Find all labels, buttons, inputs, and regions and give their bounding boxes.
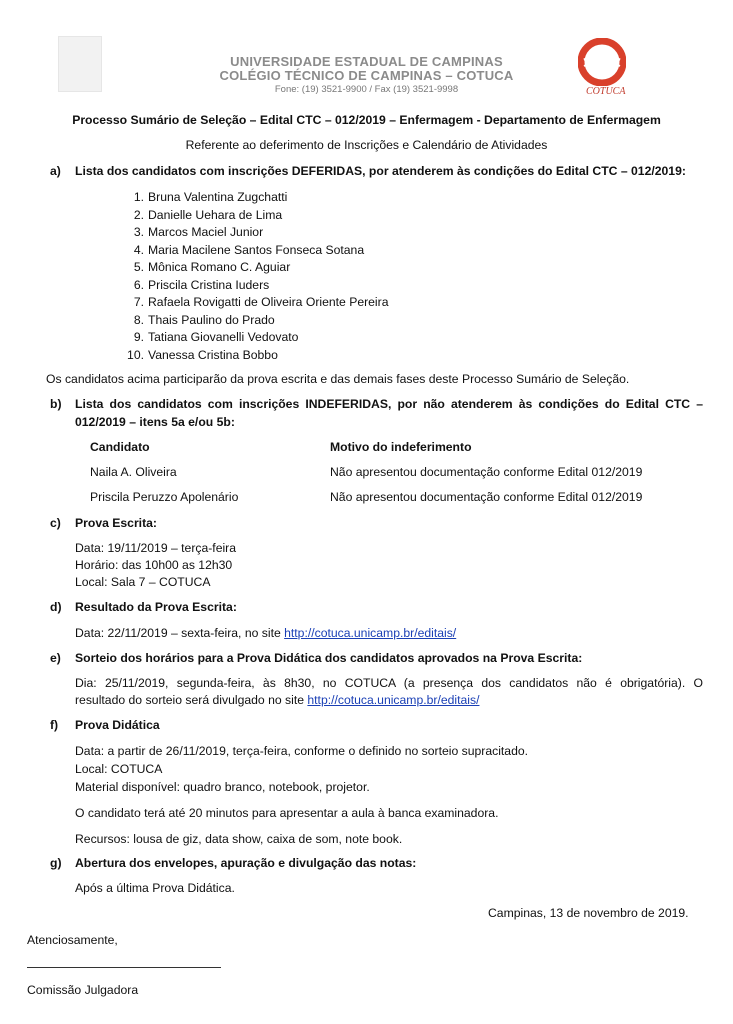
logo-text: COTUCA [586,86,626,97]
header-phone: Fone: (19) 3521-9900 / Fax (19) 3521-9998 [274,84,459,95]
list-item-name: Thais Paulino do Prado [148,312,275,327]
section-e-line2 [75,693,479,707]
table-cell-motivo: Não apresentou documentação conforme Edital 012/2019 [330,490,643,504]
list-item [126,243,364,257]
section-e-text: resultado do sorteio será divulgado no site [75,693,308,707]
list-item-number: 6. [133,277,144,292]
section-d-date: Data: 22/11/2019 – sexta-feira, no site [75,626,285,640]
section-c-title: Prova Escrita: [75,516,157,530]
section-a-label: a) [50,164,61,178]
section-g-title: Abertura dos envelopes, apuração e divulgação das notas: [75,856,417,870]
list-item-name: Mônica Romano C. Aguiar [148,260,291,274]
list-item-name: Marcos Maciel Junior [148,225,264,239]
section-b-title-line2: 012/2019 – itens 5a e/ou 5b: [75,415,235,429]
document-subtitle: Referente ao deferimento de Inscrições e Calendário de Atividades [185,138,548,152]
signature-name: Comissão Julgadora [27,983,139,997]
list-item-name: Vanessa Cristina Bobbo [148,347,278,362]
list-item-number: 7. [133,295,144,309]
section-f-location: Local: COTUCA [75,762,163,776]
section-b-title-line1: Lista dos candidatos com inscrições INDEFERIDAS, por não atenderem às condições do Edital CTC – [75,397,703,411]
list-item-number: 4. [133,242,144,257]
section-b-label: b) [50,397,62,411]
editais-link[interactable]: http://cotuca.unicamp.br/editais/ [284,626,457,640]
list-item [126,295,388,309]
section-f-time-limit: O candidato terá até 20 minutos para apresentar a aula à banca examinadora. [75,806,499,820]
list-item-number: 8. [133,312,144,327]
list-item-number: 9. [133,330,144,344]
section-g-label: g) [50,856,62,870]
list-item [126,313,275,327]
table-cell-candidato: Priscila Peruzzo Apolenário [90,490,239,504]
list-item-name: Bruna Valentina Zugchatti [148,190,288,204]
section-e-title: Sorteio dos horários para a Prova Didática dos candidatos aprovados na Prova Escrita: [75,651,583,665]
table-header-motivo: Motivo do indeferimento [330,440,472,454]
section-f-material: Material disponível: quadro branco, notebook, projetor. [75,780,370,794]
section-d-text [75,626,456,640]
section-f-resources: Recursos: lousa de giz, data show, caixa de som, note book. [75,832,403,846]
list-item [126,225,263,239]
section-e-label: e) [50,651,61,665]
list-item-name: Priscila Cristina Iuders [148,277,270,292]
section-g-text: Após a última Prova Didática. [75,881,235,895]
list-item-name: Danielle Uehara de Lima [148,207,283,222]
section-f-date: Data: a partir de 26/11/2019, terça-feira, conforme o definido no sorteio supracitado. [75,744,529,758]
list-item-number: 1. [133,190,144,204]
section-c-date: Data: 19/11/2019 – terça-feira [75,541,237,555]
section-d-title: Resultado da Prova Escrita: [75,600,237,614]
list-item-number: 5. [133,260,144,274]
list-item [126,190,287,204]
list-item-name: Tatiana Giovanelli Vedovato [148,330,299,344]
list-item [126,278,269,292]
table-header-candidato: Candidato [90,440,150,454]
table-cell-motivo: Não apresentou documentação conforme Edital 012/2019 [330,465,643,479]
list-item [126,260,290,274]
place-date: Campinas, 13 de novembro de 2019. [488,906,689,920]
document-title: Processo Sumário de Seleção – Edital CTC – 012/2019 – Enfermagem - Departamento de Enfermagem [72,113,661,127]
list-item [126,208,282,222]
section-d-label: d) [50,600,62,614]
closing: Atenciosamente, [27,933,118,947]
list-item-number: 10. [127,347,144,362]
list-item-number: 2. [133,207,144,222]
list-item-number: 3. [133,225,144,239]
section-a-note: Os candidatos acima participarão da prova escrita e das demais fases deste Processo Sumário de Seleção. [46,372,630,386]
section-e-line1: Dia: 25/11/2019, segunda-feira, às 8h30, no COTUCA (a presença dos candidatos não é obrigatória). O [75,676,703,690]
section-c-label: c) [50,516,61,530]
list-item-name: Rafaela Rovigatti de Oliveira Oriente Pereira [148,295,389,309]
list-item [126,348,278,362]
cotuca-logo-icon [578,38,626,86]
section-f-label: f) [50,718,59,732]
header-college: COLÉGIO TÉCNICO DE CAMPINAS – COTUCA [219,68,514,83]
section-c-time: Horário: das 10h00 as 12h30 [75,558,233,572]
list-item-name: Maria Macilene Santos Fonseca Sotana [148,242,365,257]
section-f-title: Prova Didática [75,718,160,732]
list-item [126,330,298,344]
section-a-title: Lista dos candidatos com inscrições DEFERIDAS, por atenderem às condições do Edital CTC – 012/2019: [75,164,686,178]
section-c-location: Local: Sala 7 – COTUCA [75,575,211,589]
editais-link[interactable]: http://cotuca.unicamp.br/editais/ [307,693,480,707]
signature-line [27,967,221,968]
header-university: UNIVERSIDADE ESTADUAL DE CAMPINAS [230,54,503,69]
table-cell-candidato: Naila A. Oliveira [90,465,177,479]
